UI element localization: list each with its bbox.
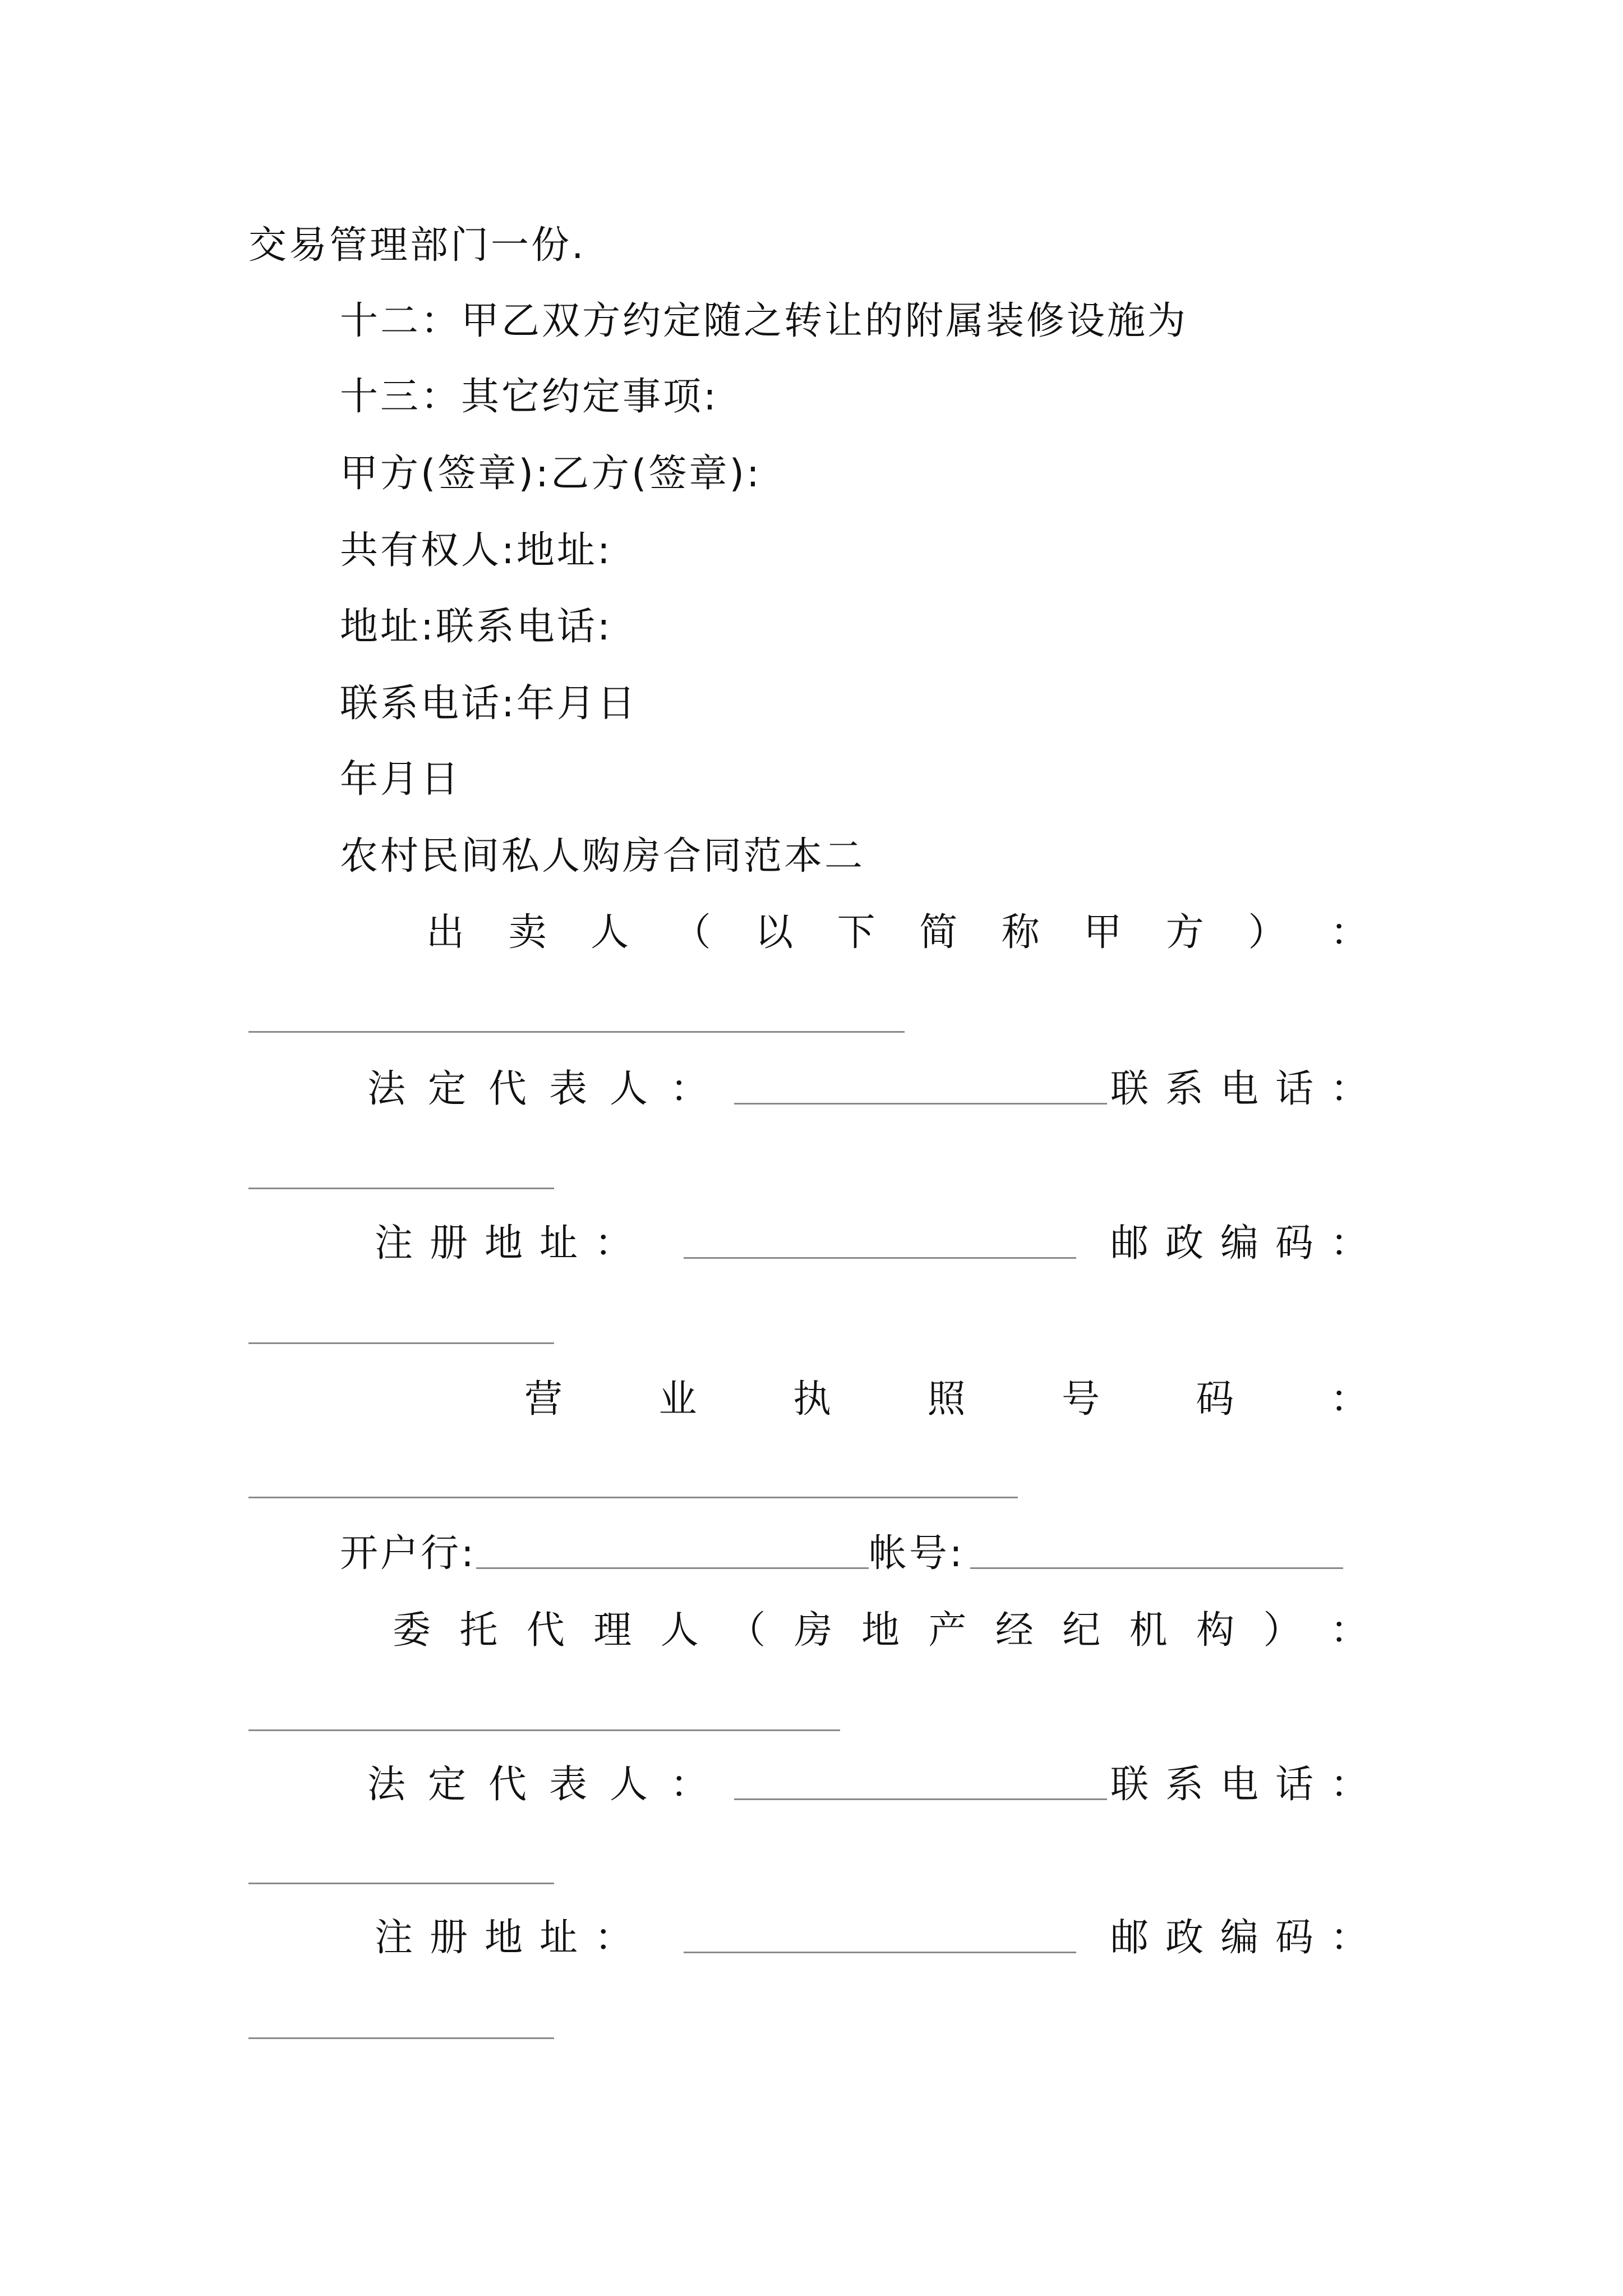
- seller-char: 方: [1165, 910, 1204, 955]
- agent-char: ）: [1263, 1608, 1302, 1653]
- license-char: 号: [1061, 1377, 1100, 1421]
- account-input[interactable]: [970, 1534, 1343, 1569]
- license-char: 照: [927, 1377, 966, 1421]
- license-char: 执: [792, 1377, 831, 1421]
- bank-account-row: [340, 1529, 1343, 1579]
- seller-phone-rule[interactable]: [248, 1188, 554, 1189]
- seller-char: 简: [919, 910, 958, 955]
- seller-reg-address-row: [375, 1218, 1385, 1269]
- seller-legal-rep-input[interactable]: [734, 1069, 1107, 1105]
- license-char: 营: [524, 1377, 563, 1421]
- agent-legal-rep-row: [367, 1760, 1385, 1810]
- seller-char: 以: [755, 910, 794, 955]
- agent-char: 地: [861, 1608, 900, 1653]
- signature-line: 甲方(签章):乙方(签章):: [340, 452, 762, 496]
- seller-char: 称: [1001, 910, 1040, 955]
- seller-name-rule[interactable]: [248, 1031, 905, 1033]
- agent-char: 经: [995, 1608, 1034, 1653]
- agent-char: 纪: [1062, 1608, 1101, 1653]
- agent-postal-code-label: 邮政编码：: [1110, 1916, 1385, 1960]
- text-line-1: 交易管理部门一份.: [248, 223, 586, 268]
- seller-legal-rep-row: [367, 1064, 1385, 1115]
- agent-reg-address-label: 注册地址：: [375, 1916, 650, 1960]
- clause-twelve: 十二：甲乙双方约定随之转让的附属装修设施为: [340, 299, 1188, 343]
- license-number-rule[interactable]: [248, 1497, 1018, 1498]
- agent-char: （: [727, 1608, 766, 1653]
- seller-char: 卖: [508, 910, 547, 955]
- license-char: ：: [1330, 1377, 1368, 1421]
- agent-phone-label: 联系电话：: [1110, 1763, 1385, 1807]
- co-owner-line: 共有权人:地址:: [340, 528, 612, 573]
- agent-char: ：: [1330, 1608, 1368, 1653]
- agent-char: 构: [1196, 1608, 1235, 1653]
- agent-legal-rep-input[interactable]: [734, 1765, 1107, 1800]
- agent-reg-address-row: [375, 1913, 1385, 1963]
- bank-label: 开户行:: [340, 1531, 476, 1576]
- agent-phone-rule[interactable]: [248, 1883, 554, 1884]
- address-line: 地址:联系电话:: [340, 605, 612, 649]
- bank-input[interactable]: [476, 1534, 869, 1569]
- date-line: 年月日: [340, 757, 462, 802]
- seller-char: ）: [1248, 910, 1287, 955]
- agent-char: 人: [660, 1608, 699, 1653]
- seller-char: 甲: [1083, 910, 1122, 955]
- agent-reg-address-input[interactable]: [684, 1918, 1076, 1953]
- agent-char: 房: [794, 1608, 833, 1653]
- agent-name-rule[interactable]: [248, 1729, 840, 1731]
- seller-char: 下: [837, 910, 875, 955]
- agent-char: 机: [1129, 1608, 1168, 1653]
- seller-char: ：: [1330, 910, 1368, 955]
- agent-postal-code-rule[interactable]: [248, 2037, 554, 2039]
- license-char: 码: [1196, 1377, 1234, 1421]
- agent-char: 代: [526, 1608, 565, 1653]
- section-title: 农村民间私人购房合同范本二: [340, 834, 865, 878]
- account-label: 帐号:: [868, 1531, 965, 1576]
- seller-legal-rep-label: 法定代表人：: [367, 1067, 731, 1111]
- agent-legal-rep-label: 法定代表人：: [367, 1763, 731, 1807]
- seller-reg-address-input[interactable]: [684, 1223, 1076, 1259]
- seller-heading: [426, 908, 1368, 958]
- license-char: 业: [658, 1377, 697, 1421]
- agent-char: 委: [393, 1608, 431, 1653]
- seller-char: 人: [591, 910, 629, 955]
- seller-phone-label: 联系电话：: [1110, 1067, 1385, 1111]
- seller-char: （: [672, 910, 711, 955]
- seller-postal-code-rule[interactable]: [248, 1342, 554, 1344]
- agent-char: 托: [459, 1608, 498, 1653]
- seller-reg-address-label: 注册地址：: [375, 1221, 650, 1266]
- seller-char: 出: [426, 910, 465, 955]
- agent-heading: [393, 1605, 1368, 1656]
- phone-date-line: 联系电话:年月日: [340, 682, 638, 726]
- clause-thirteen: 十三：其它约定事项:: [340, 375, 718, 419]
- license-heading: [524, 1374, 1368, 1425]
- agent-char: 理: [593, 1608, 632, 1653]
- agent-char: 产: [928, 1608, 967, 1653]
- seller-postal-code-label: 邮政编码：: [1110, 1221, 1385, 1266]
